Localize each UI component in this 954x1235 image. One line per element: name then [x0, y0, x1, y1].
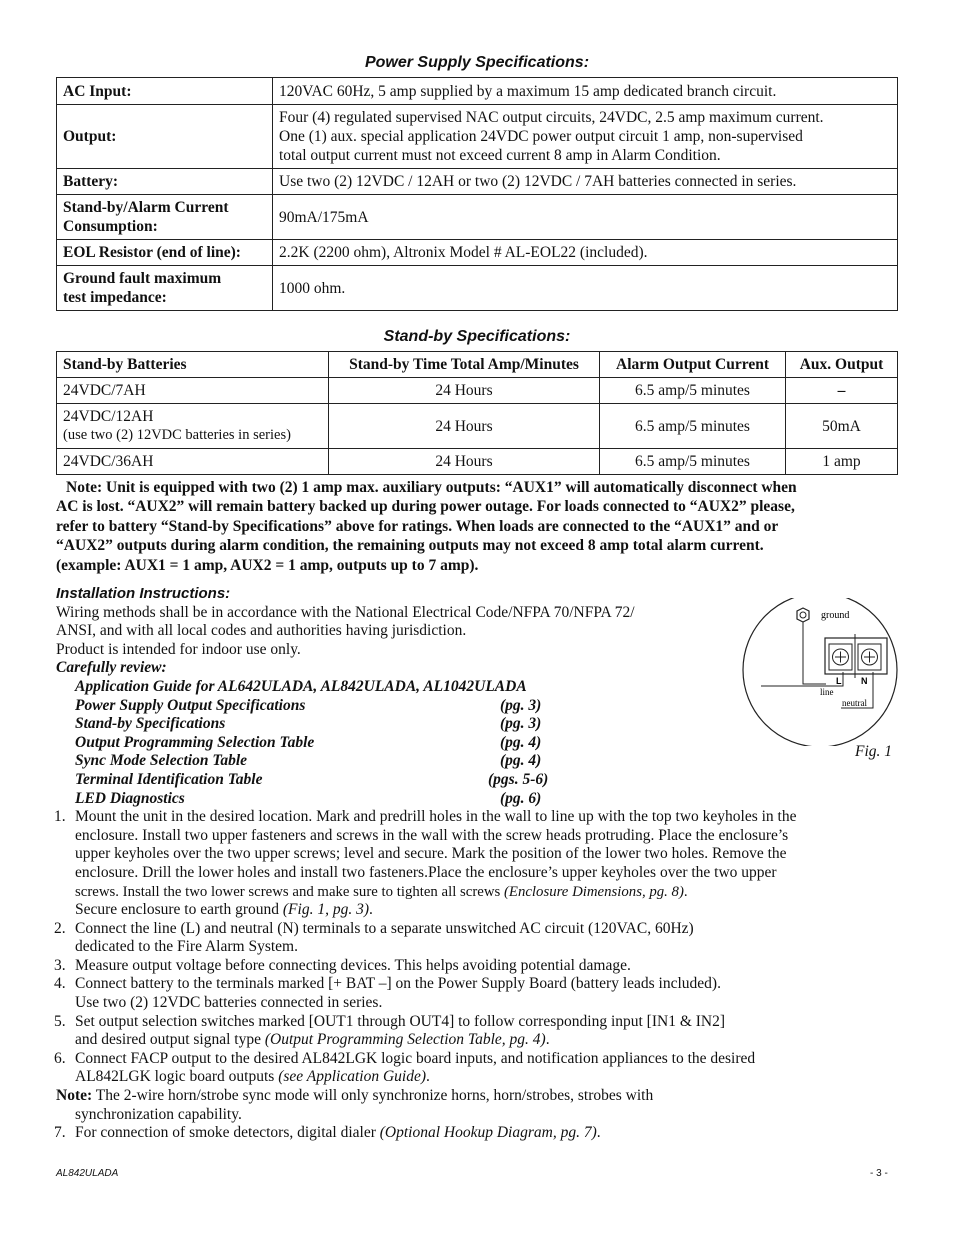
step-line — [75, 1031, 896, 1050]
col-header: Aux. Output — [786, 352, 898, 378]
reference-name: Terminal Identification Table — [75, 770, 263, 788]
step-text: For connection of smoke detectors, digital dialer — [75, 1124, 380, 1142]
aux-output-note — [56, 478, 896, 575]
label-line: Stand-by/Alarm Current — [63, 199, 229, 216]
output-value — [273, 105, 898, 169]
terminal-block — [825, 634, 887, 678]
step-text: and desired output signal type — [75, 1031, 265, 1049]
ground-label: ground — [821, 610, 850, 621]
line-label: line — [820, 687, 834, 697]
col-header: Stand-by Batteries — [57, 352, 329, 378]
power-supply-table — [56, 77, 898, 311]
label-line: test impedance: — [63, 289, 167, 306]
step-number: 6. — [54, 1049, 66, 1067]
reference-name: Output Programming Selection Table — [75, 733, 315, 751]
table-header-row — [57, 352, 898, 378]
table-row — [57, 378, 898, 404]
footer-model: AL842ULADA — [56, 1168, 119, 1179]
reference-item — [56, 752, 896, 771]
step-number: 2. — [54, 919, 66, 937]
enclosure-dimensions-ref: (Enclosure Dimensions, pg. 8) — [504, 883, 684, 900]
table-row — [57, 266, 898, 311]
note-line: AC is lost. “AUX2” will remain battery backed up during power outage. For loads connected to “AUX2” please, — [56, 498, 795, 516]
ground-wire — [803, 622, 826, 684]
table-cell: 6.5 amp/5 minutes — [600, 404, 786, 449]
table-row — [57, 105, 898, 169]
enclosure-outline — [743, 598, 897, 746]
reference-name: Stand-by Specifications — [75, 715, 226, 733]
step-number: 5. — [54, 1012, 66, 1030]
l-terminal-label: L — [836, 676, 842, 686]
step-line: Use two (2) 12VDC batteries connected in series. — [75, 994, 383, 1012]
step-line: Connect battery to the terminals marked [+ BAT –] on the Power Supply Board (battery leads included). — [75, 975, 721, 993]
hookup-diagram-ref: (Optional Hookup Diagram, pg. 7) — [379, 1124, 597, 1142]
intro-line: ANSI, and with all local codes and authorities having jurisdiction. — [56, 622, 467, 640]
table-row — [57, 195, 898, 240]
standby-table — [56, 351, 898, 475]
step-text: . — [426, 1068, 430, 1086]
eol-resistor-value: 2.2K (2200 ohm), Altronix Model # AL-EOL22 (included). — [273, 240, 898, 266]
step-line: enclosure. Drill the lower holes and install two fasteners.Place the enclosure’s upper keyholes over the two upper — [75, 863, 777, 881]
reference-name: Power Supply Output Specifications — [75, 696, 306, 714]
step-1 — [56, 808, 896, 920]
step-3 — [56, 957, 896, 976]
application-guide-ref: (see Application Guide) — [278, 1068, 426, 1086]
step-number: 4. — [54, 975, 66, 993]
note-line — [56, 1087, 896, 1106]
step-line: Mount the unit in the desired location. Mark and predrill holes in the wall to line up with the top two keyholes in the — [75, 808, 797, 826]
step-line — [75, 901, 896, 920]
reference-page: (pg. 4) — [500, 752, 542, 770]
eol-resistor-label: EOL Resistor (end of line): — [57, 240, 273, 266]
note-line: (example: AUX1 = 1 amp, AUX2 = 1 amp, outputs up to 7 amp). — [56, 556, 479, 574]
n-terminal-label: N — [861, 676, 868, 686]
ac-input-value: 120VAC 60Hz, 5 amp supplied by a maximum 15 amp dedicated branch circuit. — [273, 78, 898, 105]
table-cell: – — [786, 378, 898, 404]
ac-input-label: AC Input: — [57, 78, 273, 105]
table-cell — [57, 404, 329, 449]
step-text: AL842LGK logic board outputs — [75, 1068, 279, 1086]
reference-name: LED Diagnostics — [75, 789, 185, 807]
note-line: “AUX2” outputs during alarm condition, the remaining outputs may not exceed 8 amp total alarm current. — [56, 537, 764, 555]
sync-note — [56, 1087, 896, 1124]
battery-note: (use two (2) 12VDC batteries in series) — [63, 427, 291, 443]
battery-label: Battery: — [57, 169, 273, 195]
step-line: Measure output voltage before connecting devices. This helps avoiding potential damage. — [75, 956, 631, 974]
col-header: Alarm Output Current — [600, 352, 786, 378]
ground-fault-value: 1000 ohm. — [273, 266, 898, 311]
step-text: . — [545, 1031, 550, 1049]
reference-item — [56, 771, 896, 790]
table-cell: 24 Hours — [329, 404, 600, 449]
step-line — [75, 883, 896, 902]
output-line: Four (4) regulated supervised NAC output circuits, 24VDC, 2.5 amp maximum current. — [279, 109, 824, 126]
table-cell: 24VDC/7AH — [57, 378, 329, 404]
note-label: Note: — [56, 1087, 93, 1105]
installation-heading: Installation Instructions: — [56, 585, 231, 602]
step-text: Secure enclosure to earth ground — [75, 901, 283, 919]
reference-item — [56, 790, 896, 809]
output-line: One (1) aux. special application 24VDC power output circuit 1 amp, non-supervised — [279, 128, 803, 145]
table-cell: 1 amp — [786, 449, 898, 475]
output-programming-ref: (Output Programming Selection Table, pg. 4) — [264, 1031, 546, 1049]
figure-caption: Fig. 1 — [855, 743, 893, 760]
table-cell: 24 Hours — [329, 378, 600, 404]
page-number: - 3 - — [870, 1168, 888, 1179]
step-number: 3. — [54, 956, 66, 974]
step-text: . — [596, 1124, 601, 1142]
table-row — [57, 449, 898, 475]
review-label: Carefully review: — [56, 659, 167, 677]
note-text: The 2-wire horn/strobe sync mode will only synchronize horns, horn/strobes, strobes with — [92, 1087, 654, 1105]
neutral-label: neutral — [842, 698, 867, 708]
standby-title: Stand-by Specifications: — [383, 328, 571, 345]
output-label: Output: — [57, 105, 273, 169]
table-row — [57, 78, 898, 105]
power-supply-title: Power Supply Specifications: — [364, 54, 590, 71]
step-6 — [56, 1050, 896, 1087]
reference-page: (pgs. 5-6) — [488, 770, 549, 788]
step-line — [75, 1068, 896, 1087]
installation-steps — [56, 808, 896, 1087]
table-cell: 50mA — [786, 404, 898, 449]
step-text: screws. Install the two lower screws and make sure to tighten all screws — [75, 883, 504, 900]
reference-page: (pg. 3) — [500, 715, 542, 733]
step-number: 7. — [54, 1124, 66, 1142]
output-line: total output current must not exceed current 8 amp in Alarm Condition. — [279, 147, 721, 164]
current-consumption-value: 90mA/175mA — [273, 195, 898, 240]
ground-stud-icon — [797, 608, 809, 622]
step-line: dedicated to the Fire Alarm System. — [75, 938, 298, 956]
current-consumption-label — [57, 195, 273, 240]
step-line: Connect FACP output to the desired AL842LGK logic board inputs, and notification appliances to the desired — [75, 1049, 756, 1067]
table-cell: 24VDC/36AH — [57, 449, 329, 475]
note-line: Note: Unit is equipped with two (2) 1 amp max. auxiliary outputs: “AUX1” will automatically disconnect when — [66, 479, 797, 496]
step-5 — [56, 1013, 896, 1050]
note-line: synchronization capability. — [75, 1105, 242, 1123]
step-line: Connect the line (L) and neutral (N) terminals to a separate unswitched AC circuit (120VAC, 60Hz) — [75, 919, 694, 937]
fig1-ref: (Fig. 1, pg. 3) — [282, 901, 369, 919]
ground-fault-label — [57, 266, 273, 311]
intro-line: Product is intended for indoor use only. — [56, 640, 301, 658]
table-cell: 6.5 amp/5 minutes — [600, 449, 786, 475]
table-cell: 6.5 amp/5 minutes — [600, 378, 786, 404]
reference-page: (pg. 6) — [500, 789, 542, 807]
intro-line: Wiring methods shall be in accordance with the National Electrical Code/NFPA 70/NFPA 72/ — [56, 603, 635, 621]
step-line: Set output selection switches marked [OUT1 through OUT4] to follow corresponding input [IN1 & IN2] — [75, 1012, 726, 1030]
step-text: . — [369, 901, 373, 919]
table-row — [57, 169, 898, 195]
step-line: upper keyholes over the two upper screws; level and secure. Mark the position of the lower two holes. Remove the — [75, 845, 787, 863]
note-line: refer to battery “Stand-by Specifications” above for ratings. When loads are connected to the “AUX1” and or — [56, 517, 779, 535]
battery-value: Use two (2) 12VDC / 12AH or two (2) 12VDC / 7AH batteries connected in series. — [273, 169, 898, 195]
table-row — [57, 404, 898, 449]
label-line: Consumption: — [63, 218, 158, 235]
step-2 — [56, 920, 896, 957]
step-4 — [56, 975, 896, 1012]
reference-name: Application Guide for AL642ULADA, AL842ULADA, AL1042ULADA — [75, 677, 527, 695]
step-7 — [56, 1124, 896, 1143]
label-line: Ground fault maximum — [63, 270, 222, 287]
step-number: 1. — [54, 808, 66, 826]
reference-page: (pg. 4) — [500, 733, 542, 751]
step-text: . — [683, 883, 688, 900]
figure-1-terminal-diagram — [741, 598, 901, 746]
table-cell: 24 Hours — [329, 449, 600, 475]
step-line — [75, 1124, 896, 1143]
col-header: Stand-by Time Total Amp/Minutes — [329, 352, 600, 378]
reference-name: Sync Mode Selection Table — [75, 752, 248, 770]
table-row — [57, 240, 898, 266]
battery-type: 24VDC/12AH — [63, 408, 154, 425]
step-line: enclosure. Install two upper fasteners and screws in the wall with the screw heads protruding. Place the enclosure’s — [75, 826, 789, 844]
reference-page: (pg. 3) — [500, 696, 542, 714]
